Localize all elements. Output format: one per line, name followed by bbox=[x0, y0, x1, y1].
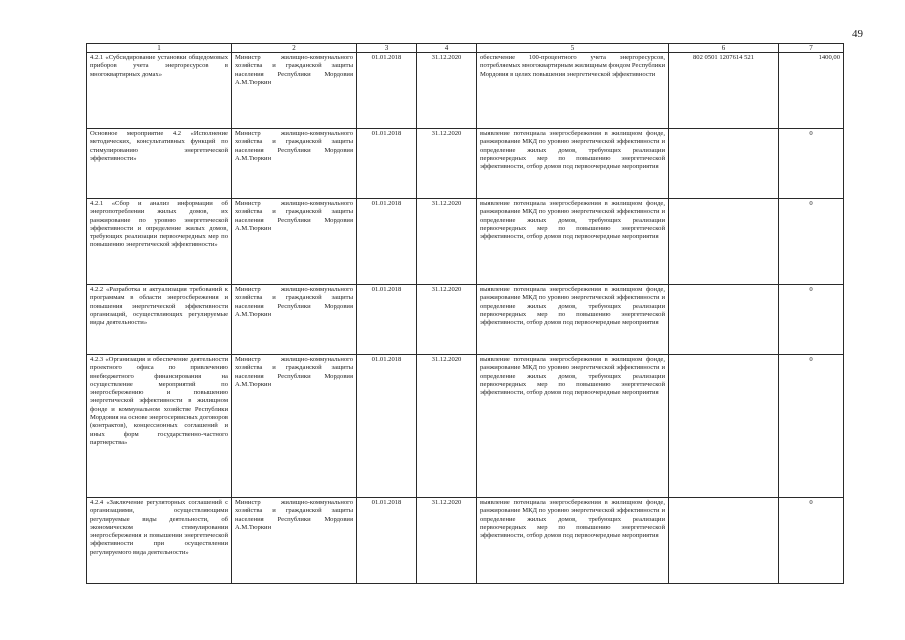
table-row bbox=[87, 129, 844, 199]
activity-name: 4.2.3 «Организация и обеспечение деятельности проектного офиса по привлечению внебюджетного финансирования на осуществление мероприятий по энергосбережению и повышению энергетической эффективности в жилищном фонде и коммунальном хозяйстве Республики Мордовия на основе энергосервисных договоров (контрактов), концессионных соглашений и иных форм государственно-частного партнерства» bbox=[87, 355, 232, 498]
responsible-executor: Министр жилищно-коммунального хозяйства и гражданской защиты населения Республики Мордовия А.М.Тюркин bbox=[232, 355, 357, 498]
expected-result: выявление потенциала энергосбережения в жилищном фонде, ранжирование МКД по уровню энергетической эффективности и определение жилых домов, требующих реализации первоочередных мер по повышению энергетической эффективности, отбор домов под первоочередные мероприятия bbox=[477, 285, 669, 355]
responsible-executor: Министр жилищно-коммунального хозяйства и гражданской защиты населения Республики Мордовия А.М.Тюркин bbox=[232, 285, 357, 355]
end-date: 31.12.2020 bbox=[417, 285, 477, 355]
end-date: 31.12.2020 bbox=[417, 355, 477, 498]
table-header-row bbox=[87, 44, 844, 53]
funding-amount: 0 bbox=[779, 498, 844, 584]
start-date: 01.01.2018 bbox=[357, 285, 417, 355]
budget-code bbox=[669, 129, 779, 199]
expected-result: выявление потенциала энергосбережения в жилищном фонде, ранжирование МКД по уровню энергетической эффективности и определение жилых домов, требующих реализации первоочередных мер по повышению энергетической эффективности, отбор домов под первоочередные мероприятия bbox=[477, 355, 669, 498]
expected-result: выявление потенциала энергосбережения в жилищном фонде, ранжирование МКД по уровню энергетической эффективности и определение жилых домов, требующих реализации первоочередных мер по повышению энергетической эффективности, отбор домов под первоочередные мероприятия bbox=[477, 498, 669, 584]
funding-amount: 1400,00 bbox=[779, 53, 844, 129]
activity-name: 4.2.1 «Субсидирование установки общедомовых приборов учета энергоресурсов в многоквартирных домах» bbox=[87, 53, 232, 129]
budget-code bbox=[669, 355, 779, 498]
funding-amount: 0 bbox=[779, 285, 844, 355]
expected-result: выявление потенциала энергосбережения в жилищном фонде, ранжирование МКД по уровню энергетической эффективности и определение жилых домов, требующих реализации первоочередных мер по повышению энергетической эффективности, отбор домов под первоочередные мероприятия bbox=[477, 129, 669, 199]
funding-amount: 0 bbox=[779, 199, 844, 285]
budget-code: 802 0501 1207614 521 bbox=[669, 53, 779, 129]
responsible-executor: Министр жилищно-коммунального хозяйства и гражданской защиты населения Республики Мордовия А.М.Тюркин bbox=[232, 199, 357, 285]
header-cell-2: 2 bbox=[232, 44, 357, 53]
end-date: 31.12.2020 bbox=[417, 498, 477, 584]
budget-code bbox=[669, 199, 779, 285]
table-row bbox=[87, 53, 844, 129]
table-row bbox=[87, 498, 844, 584]
page-number: 49 bbox=[852, 28, 863, 40]
expected-result: обеспечение 100-процентного учета энергоресурсов, потребляемых многоквартирным жилищным фондом Республики Мордовия в целях повышения энергетической эффективности bbox=[477, 53, 669, 129]
table-row bbox=[87, 285, 844, 355]
activity-name: 4.2.2 «Разработка и актуализация требований к программам в области энергосбережения и повышения энергетической эффективности организаций, осуществляющих регулируемые виды деятельности» bbox=[87, 285, 232, 355]
header-cell-6: 6 bbox=[669, 44, 779, 53]
responsible-executor: Министр жилищно-коммунального хозяйства и гражданской защиты населения Республики Мордовия А.М.Тюркин bbox=[232, 53, 357, 129]
table-row bbox=[87, 199, 844, 285]
program-activities-table bbox=[86, 43, 844, 584]
responsible-executor: Министр жилищно-коммунального хозяйства и гражданской защиты населения Республики Мордовия А.М.Тюркин bbox=[232, 129, 357, 199]
start-date: 01.01.2018 bbox=[357, 498, 417, 584]
header-cell-5: 5 bbox=[477, 44, 669, 53]
budget-code bbox=[669, 498, 779, 584]
end-date: 31.12.2020 bbox=[417, 129, 477, 199]
expected-result: выявление потенциала энергосбережения в жилищном фонде, ранжирование МКД по уровню энергетической эффективности и определение жилых домов, требующих реализации первоочередных мер по повышению энергетической эффективности, отбор домов под первоочередные мероприятия bbox=[477, 199, 669, 285]
start-date: 01.01.2018 bbox=[357, 53, 417, 129]
start-date: 01.01.2018 bbox=[357, 199, 417, 285]
funding-amount: 0 bbox=[779, 355, 844, 498]
budget-code bbox=[669, 285, 779, 355]
activity-name: Основное мероприятие 4.2 «Исполнение методических, консультативных функций по стимулированию энергетической эффективности» bbox=[87, 129, 232, 199]
start-date: 01.01.2018 bbox=[357, 129, 417, 199]
activity-name: 4.2.4 «Заключение регуляторных соглашений с организациями, осуществляющими регулируемые виды деятельности, об экономическом стимулировании энергосбережения и повышении энергетической эффективности при осуществлении регулируемого вида деятельности» bbox=[87, 498, 232, 584]
header-cell-4: 4 bbox=[417, 44, 477, 53]
header-cell-1: 1 bbox=[87, 44, 232, 53]
end-date: 31.12.2020 bbox=[417, 53, 477, 129]
end-date: 31.12.2020 bbox=[417, 199, 477, 285]
table-row bbox=[87, 355, 844, 498]
header-cell-3: 3 bbox=[357, 44, 417, 53]
funding-amount: 0 bbox=[779, 129, 844, 199]
header-cell-7: 7 bbox=[779, 44, 844, 53]
activity-name: 4.2.1 «Сбор и анализ информации об энергопотреблении жилых домов, их ранжирование по уровню энергетической эффективности и определение жилых домов, требующих реализации первоочередных мер по повышению энергетической эффективности» bbox=[87, 199, 232, 285]
responsible-executor: Министр жилищно-коммунального хозяйства и гражданской защиты населения Республики Мордовия А.М.Тюркин bbox=[232, 498, 357, 584]
start-date: 01.01.2018 bbox=[357, 355, 417, 498]
